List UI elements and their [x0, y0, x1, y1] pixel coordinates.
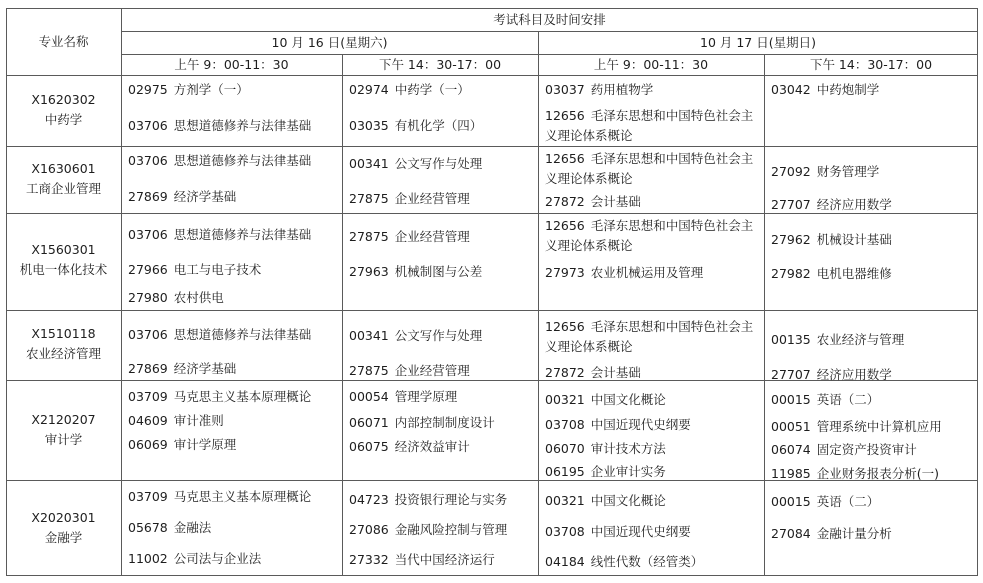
course-code: 03706	[128, 327, 168, 342]
rule	[121, 31, 978, 32]
rule	[6, 8, 978, 9]
course-code: 27973	[545, 265, 585, 280]
course-name: 中国文化概论	[590, 392, 666, 407]
course-code: 03042	[771, 82, 811, 97]
course-code: 03709	[128, 389, 168, 404]
course-code: 03706	[128, 118, 168, 133]
rule	[6, 310, 978, 311]
rule	[6, 146, 978, 147]
course-name: 审计准则	[173, 413, 224, 428]
course-name: 机械制图与公差	[394, 264, 483, 279]
course-item	[545, 149, 755, 189]
course-item	[128, 153, 311, 169]
rule	[342, 54, 343, 576]
exam-schedule-table	[6, 8, 978, 576]
course-name: 毛泽东思想和中国特色社会主义理论体系概论	[545, 108, 754, 143]
major-name: 工商企业管理	[25, 181, 101, 196]
day1-pm-header: 下午 14：30-17：00	[378, 57, 502, 72]
course-code: 27875	[349, 191, 389, 206]
course-code: 27982	[771, 266, 811, 281]
course-name: 公文写作与处理	[394, 156, 483, 171]
major-cell	[6, 508, 121, 548]
course-name: 思想道德修养与法律基础	[173, 227, 312, 242]
major-column-header: 专业名称	[38, 34, 89, 49]
course-code: 27962	[771, 232, 811, 247]
course-name: 经济应用数学	[816, 197, 892, 212]
course-item	[771, 392, 879, 408]
course-code: 27092	[771, 164, 811, 179]
course-item	[128, 189, 236, 205]
major-name: 农业经济管理	[25, 346, 101, 361]
course-item	[128, 437, 236, 453]
major-name: 中药学	[44, 112, 83, 127]
course-name: 有机化学（四）	[394, 118, 483, 133]
course-code: 00341	[349, 156, 389, 171]
course-item	[349, 552, 495, 568]
course-name: 机械设计基础	[816, 232, 892, 247]
course-code: 12656	[545, 218, 585, 233]
course-code: 11985	[771, 466, 811, 481]
course-item	[128, 82, 249, 98]
course-code: 06070	[545, 441, 585, 456]
course-item	[545, 554, 703, 570]
course-name: 经济学基础	[173, 361, 237, 376]
course-name: 马克思主义基本原理概论	[173, 389, 312, 404]
course-name: 电工与电子技术	[173, 262, 262, 277]
course-item	[771, 419, 942, 435]
course-item	[128, 290, 224, 306]
course-code: 06071	[349, 415, 389, 430]
course-item	[128, 520, 211, 536]
course-code: 00015	[771, 392, 811, 407]
course-item	[771, 266, 892, 282]
course-name: 农村供电	[173, 290, 224, 305]
course-name: 毛泽东思想和中国特色社会主义理论体系概论	[545, 218, 754, 253]
rule	[538, 31, 539, 576]
major-cell	[6, 240, 121, 280]
course-name: 中药炮制学	[816, 82, 880, 97]
course-name: 管理系统中计算机应用	[816, 419, 942, 434]
course-item	[349, 415, 495, 431]
course-item	[128, 389, 311, 405]
course-code: 27869	[128, 189, 168, 204]
course-name: 审计学原理	[173, 437, 237, 452]
course-name: 金融风险控制与管理	[394, 522, 508, 537]
course-item	[771, 82, 879, 98]
course-name: 经济学基础	[173, 189, 237, 204]
course-item	[771, 232, 892, 248]
course-name: 经济效益审计	[394, 439, 470, 454]
course-item	[128, 489, 311, 505]
course-item	[771, 164, 879, 180]
rule	[121, 54, 978, 55]
course-code: 00321	[545, 493, 585, 508]
course-name: 方剂学（一）	[173, 82, 249, 97]
course-code: 06075	[349, 439, 389, 454]
day2-header: 10 月 17 日(星期日)	[700, 35, 816, 50]
course-item	[545, 216, 755, 256]
course-name: 公司法与企业法	[173, 551, 262, 566]
rule	[6, 575, 978, 576]
major-code: X2020301	[31, 510, 96, 525]
course-name: 投资银行理论与实务	[394, 492, 508, 507]
major-cell	[6, 410, 121, 450]
course-item	[545, 265, 703, 281]
rule	[121, 8, 122, 576]
course-item	[349, 328, 482, 344]
course-name: 会计基础	[590, 194, 641, 209]
course-code: 00015	[771, 494, 811, 509]
course-code: 03035	[349, 118, 389, 133]
course-code: 03708	[545, 417, 585, 432]
course-item	[349, 439, 470, 455]
course-item	[545, 464, 666, 480]
course-item	[128, 262, 261, 278]
course-code: 11002	[128, 551, 168, 566]
day2-pm-header: 下午 14：30-17：00	[809, 57, 933, 72]
course-name: 经济应用数学	[816, 367, 892, 382]
course-name: 英语（二）	[816, 494, 880, 509]
major-code: X2120207	[31, 412, 96, 427]
course-code: 27980	[128, 290, 168, 305]
course-name: 中国近现代史纲要	[590, 417, 691, 432]
course-item	[349, 363, 470, 379]
course-code: 06074	[771, 442, 811, 457]
course-name: 农业经济与管理	[816, 332, 905, 347]
course-item	[771, 526, 892, 542]
course-code: 27332	[349, 552, 389, 567]
course-item	[545, 106, 755, 146]
course-name: 中国近现代史纲要	[590, 524, 691, 539]
course-code: 03709	[128, 489, 168, 504]
course-code: 03706	[128, 153, 168, 168]
major-name: 金融学	[44, 530, 83, 545]
course-name: 企业经营管理	[394, 229, 470, 244]
course-code: 03708	[545, 524, 585, 539]
course-code: 27963	[349, 264, 389, 279]
major-name: 机电一体化技术	[19, 262, 108, 277]
course-item	[545, 417, 691, 433]
course-item	[128, 327, 311, 343]
course-code: 00135	[771, 332, 811, 347]
course-item	[545, 493, 666, 509]
course-item	[349, 522, 507, 538]
course-code: 04184	[545, 554, 585, 569]
day1-header: 10 月 16 日(星期六)	[271, 35, 388, 50]
course-item	[771, 367, 892, 383]
course-name: 思想道德修养与法律基础	[173, 327, 312, 342]
course-code: 27966	[128, 262, 168, 277]
course-name: 思想道德修养与法律基础	[173, 118, 312, 133]
course-name: 固定资产投资审计	[816, 442, 917, 457]
course-name: 会计基础	[590, 365, 641, 380]
course-name: 审计技术方法	[590, 441, 666, 456]
course-name: 当代中国经济运行	[394, 552, 495, 567]
course-item	[771, 442, 917, 458]
major-code: X1560301	[31, 242, 96, 257]
schedule-header: 考试科目及时间安排	[493, 12, 606, 27]
course-name: 英语（二）	[816, 392, 880, 407]
course-item	[349, 264, 482, 280]
course-name: 企业财务报表分析(一)	[816, 466, 940, 481]
major-name: 审计学	[44, 432, 83, 447]
course-item	[545, 317, 755, 357]
course-code: 02974	[349, 82, 389, 97]
major-code: X1620302	[31, 92, 96, 107]
course-item	[545, 194, 641, 210]
course-item	[349, 229, 470, 245]
course-code: 03706	[128, 227, 168, 242]
course-name: 金融计量分析	[816, 526, 892, 541]
course-name: 管理学原理	[394, 389, 458, 404]
course-code: 04609	[128, 413, 168, 428]
course-item	[349, 191, 470, 207]
course-code: 12656	[545, 319, 585, 334]
course-code: 00341	[349, 328, 389, 343]
course-code: 06195	[545, 464, 585, 479]
course-name: 毛泽东思想和中国特色社会主义理论体系概论	[545, 151, 754, 186]
course-code: 05678	[128, 520, 168, 535]
course-code: 03037	[545, 82, 585, 97]
course-name: 思想道德修养与法律基础	[173, 153, 312, 168]
course-item	[545, 441, 666, 457]
course-item	[771, 466, 939, 482]
course-code: 27084	[771, 526, 811, 541]
rule	[6, 75, 978, 76]
course-item	[349, 389, 457, 405]
course-code: 00054	[349, 389, 389, 404]
course-code: 06069	[128, 437, 168, 452]
day1-am-header: 上午 9：00-11：30	[174, 57, 289, 72]
rule	[764, 54, 765, 576]
course-name: 公文写作与处理	[394, 328, 483, 343]
course-code: 27086	[349, 522, 389, 537]
course-name: 财务管理学	[816, 164, 880, 179]
course-code: 12656	[545, 151, 585, 166]
course-item	[771, 494, 879, 510]
course-item	[771, 197, 892, 213]
major-code: X1630601	[31, 161, 96, 176]
course-code: 12656	[545, 108, 585, 123]
course-name: 中药学（一）	[394, 82, 470, 97]
course-item	[349, 156, 482, 172]
major-code: X1510118	[31, 326, 96, 341]
course-item	[545, 82, 653, 98]
course-item	[128, 551, 261, 567]
course-code: 00051	[771, 419, 811, 434]
course-item	[128, 227, 311, 243]
course-item	[128, 361, 236, 377]
course-name: 企业审计实务	[590, 464, 666, 479]
course-item	[349, 118, 482, 134]
major-cell	[6, 324, 121, 364]
course-name: 毛泽东思想和中国特色社会主义理论体系概论	[545, 319, 754, 354]
course-item	[545, 392, 666, 408]
course-code: 27872	[545, 194, 585, 209]
course-name: 企业经营管理	[394, 363, 470, 378]
course-name: 中国文化概论	[590, 493, 666, 508]
course-name: 企业经营管理	[394, 191, 470, 206]
course-code: 27707	[771, 367, 811, 382]
course-name: 电机电器维修	[816, 266, 892, 281]
rule	[6, 213, 978, 214]
course-name: 农业机械运用及管理	[590, 265, 704, 280]
course-code: 27875	[349, 229, 389, 244]
course-item	[128, 413, 224, 429]
major-cell	[6, 159, 121, 199]
course-item	[545, 524, 691, 540]
course-name: 马克思主义基本原理概论	[173, 489, 312, 504]
course-item	[545, 365, 641, 381]
course-name: 金融法	[173, 520, 212, 535]
course-name: 线性代数（经管类）	[590, 554, 704, 569]
course-code: 27707	[771, 197, 811, 212]
major-cell	[6, 90, 121, 130]
course-name: 内部控制制度设计	[394, 415, 495, 430]
course-item	[128, 118, 311, 134]
day2-am-header: 上午 9：00-11：30	[593, 57, 709, 72]
course-name: 药用植物学	[590, 82, 654, 97]
course-item	[771, 332, 904, 348]
course-code: 27869	[128, 361, 168, 376]
course-code: 27872	[545, 365, 585, 380]
course-code: 02975	[128, 82, 168, 97]
course-code: 04723	[349, 492, 389, 507]
course-item	[349, 492, 507, 508]
course-item	[349, 82, 470, 98]
course-code: 27875	[349, 363, 389, 378]
rule	[977, 8, 978, 576]
course-code: 00321	[545, 392, 585, 407]
